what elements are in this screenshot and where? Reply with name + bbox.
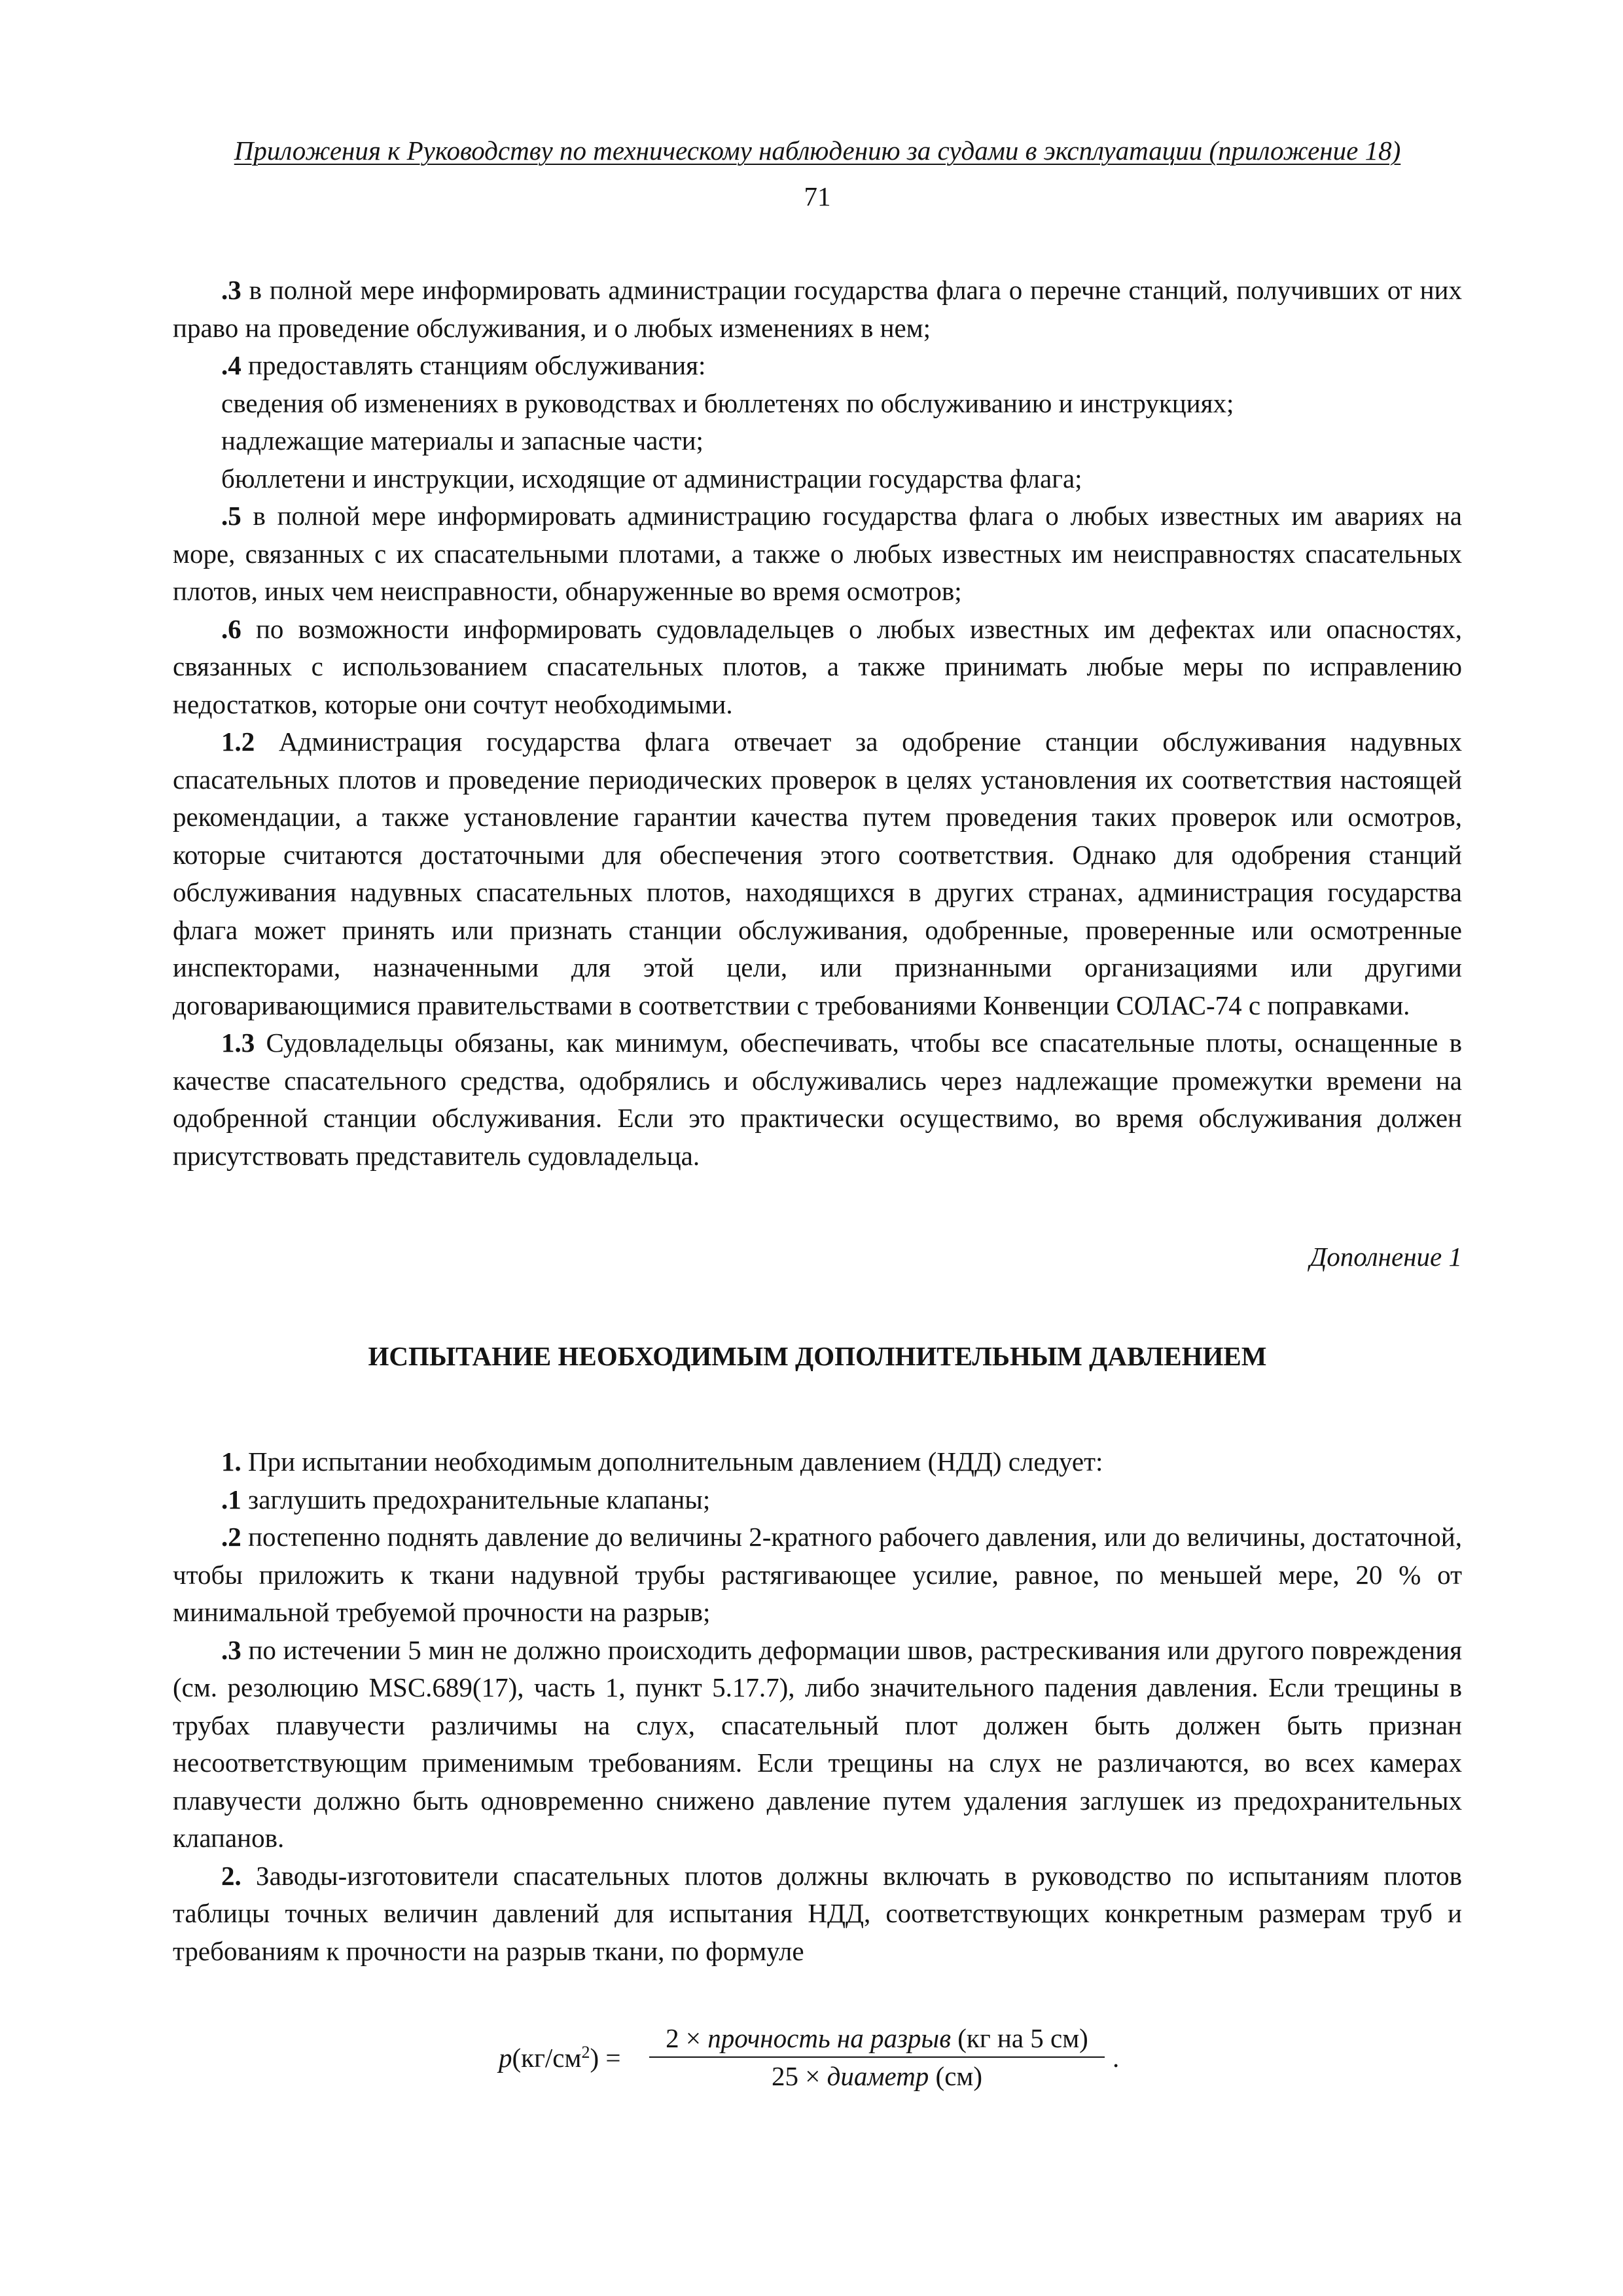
item-number: .4 [221, 350, 241, 380]
paragraph-text: надлежащие материалы и запасные части; [221, 425, 704, 456]
fraction-bar [649, 2056, 1105, 2058]
paragraph-text: в полной мере информировать администрацию государства флага о любых известных им авариях на море, связанных с их спасательными плотами, а также о любых известных им неисправностях спасательных плотов, иных чем неисправности, обнаруженные во время осмотров; [173, 501, 1462, 606]
item-number: .6 [221, 613, 241, 644]
formula-unit: (кг/см [512, 2043, 582, 2073]
item-number: .3 [221, 275, 241, 305]
paragraph [173, 611, 1462, 724]
formula-exponent: 2 [581, 2043, 590, 2062]
formula-variable: p [499, 2043, 512, 2073]
item-number: 1.2 [221, 726, 255, 757]
paragraph [173, 1024, 1462, 1175]
numerator-coefficient: 2 × [666, 2023, 708, 2053]
paragraph-text: сведения об изменениях в руководствах и бюллетенях по обслуживанию и инструкциях; [221, 387, 1234, 418]
paragraph-text: бюллетени и инструкции, исходящие от администрации государства флага; [221, 463, 1082, 493]
formula-equals: = [599, 2043, 621, 2073]
paragraph [173, 1632, 1462, 1857]
paragraph [173, 460, 1462, 498]
paragraph [173, 497, 1462, 611]
item-number: .1 [221, 1484, 241, 1515]
item-number: .2 [221, 1522, 241, 1552]
paragraph-text: Администрация государства флага отвечает за одобрение станции обслуживания надувных спасательных плотов и проведение периодических проверок в целях установления их соответствия настоящей рекомендации, а также установление гарантии качества путем проведения таких проверок или осмотров, которые считаются достаточными для обеспечения этого соответствия. Однако для одобрения станций обслуживания надувных спасательных плотов, находящихся в других странах, администрация государства флага может принять или признать станции обслуживания, одобренные, проверенные или осмотренные инспекторами, назначенными для этой цели, или признанными организациями или другими договаривающимися правительствами в соответствии с требованиями Конвенции СОЛАС-74 с поправками. [173, 726, 1462, 1020]
section-pressure-test [173, 1443, 1462, 1970]
item-number: .5 [221, 501, 241, 531]
paragraph [173, 347, 1462, 385]
item-number: .3 [221, 1634, 241, 1665]
paragraph-text: Судовладельцы обязаны, как минимум, обеспечивать, чтобы все спасательные плоты, оснащенные в качестве спасательного средства, одобрялись и обслуживались через надлежащие промежутки времени на одобренной станции обслуживания. Если это практически осуществимо, во время обслуживания должен присутствовать представитель судовладельца. [173, 1028, 1462, 1171]
item-number: 2. [221, 1860, 241, 1891]
paragraph [173, 723, 1462, 1024]
section-title: ИСПЫТАНИЕ НЕОБХОДИМЫМ ДОПОЛНИТЕЛЬНЫМ ДАВЛЕНИЕМ [368, 1341, 1267, 1371]
item-number: 1.3 [221, 1028, 255, 1058]
formula-numerator [649, 2021, 1105, 2055]
paragraph-text: в полной мере информировать администрации государства флага о перечне станций, получивших от них право на проведение обслуживания, и о любых изменениях в нем; [173, 275, 1462, 343]
paragraph-text: по истечении 5 мин не должно происходить деформации швов, растрескивания или другого повреждения (см. резолюцию MSC.689(17), часть 1, пункт 5.17.7), либо значительного падения давления. Если трещины в трубах плавучести различимы на слух, спасательный плот должен быть должен быть признан несоответствующим применимым требованиям. Если трещины на слух не различаются, во всех камерах плавучести должно быть одновременно снижено давление путем удаления заглушек из предохранительных клапанов. [173, 1634, 1462, 1853]
document-page [173, 134, 1462, 2100]
appendix-label: Дополнение 1 [1310, 1242, 1462, 1272]
paragraph-text: заглушить предохранительные клапаны; [241, 1484, 711, 1515]
paragraph [173, 1481, 1462, 1519]
formula-end-dot: . [1113, 2043, 1120, 2073]
paragraph-text: При испытании необходимым дополнительным давлением (НДД) следует: [241, 1446, 1103, 1477]
formula-fraction [649, 2021, 1105, 2093]
paragraph-text: по возможности информировать судовладельцев о любых известных им дефектах или опасностях, связанных с использованием спасательных плотов, а также принимать любые меры по исправлению недостатков, которые они сочтут необходимыми. [173, 613, 1462, 719]
paragraph-text: предоставлять станциям обслуживания: [241, 350, 706, 380]
denominator-term: диаметр [827, 2061, 929, 2091]
formula-denominator [649, 2059, 1105, 2093]
page-number: 71 [804, 181, 831, 211]
numerator-term: прочность на разрыв [707, 2023, 951, 2053]
paragraph [173, 1443, 1462, 1481]
denominator-unit: (см) [929, 2061, 982, 2091]
paragraph [173, 272, 1462, 347]
paragraph [173, 1518, 1462, 1632]
paragraph-text: постепенно поднять давление до величины 2-кратного рабочего давления, или до величины, достаточной, чтобы приложить к ткани надувной трубы растягивающее усилие, равное, по меньшей мере, 20 % от минимальной требуемой прочности на разрыв; [173, 1522, 1462, 1627]
pressure-formula [173, 2021, 1462, 2100]
denominator-coefficient: 25 × [772, 2061, 827, 2091]
item-number: 1. [221, 1446, 241, 1477]
section-requirements [173, 272, 1462, 1175]
numerator-unit: (кг на 5 см) [951, 2023, 1088, 2053]
running-header: Приложения к Руководству по техническому наблюдению за судами в эксплуатации (приложение 18) [234, 135, 1401, 166]
formula-unit-close: ) [590, 2043, 599, 2073]
paragraph [173, 1857, 1462, 1971]
paragraph [173, 422, 1462, 460]
paragraph-text: Заводы-изготовители спасательных плотов должны включать в руководство по испытаниям плотов таблицы точных величин давлений для испытания НДД, соответствующих конкретным размерам труб и требованиям к прочности на разрыв ткани, по формуле [173, 1860, 1462, 1966]
paragraph [173, 385, 1462, 423]
formula-lhs [499, 2042, 620, 2073]
